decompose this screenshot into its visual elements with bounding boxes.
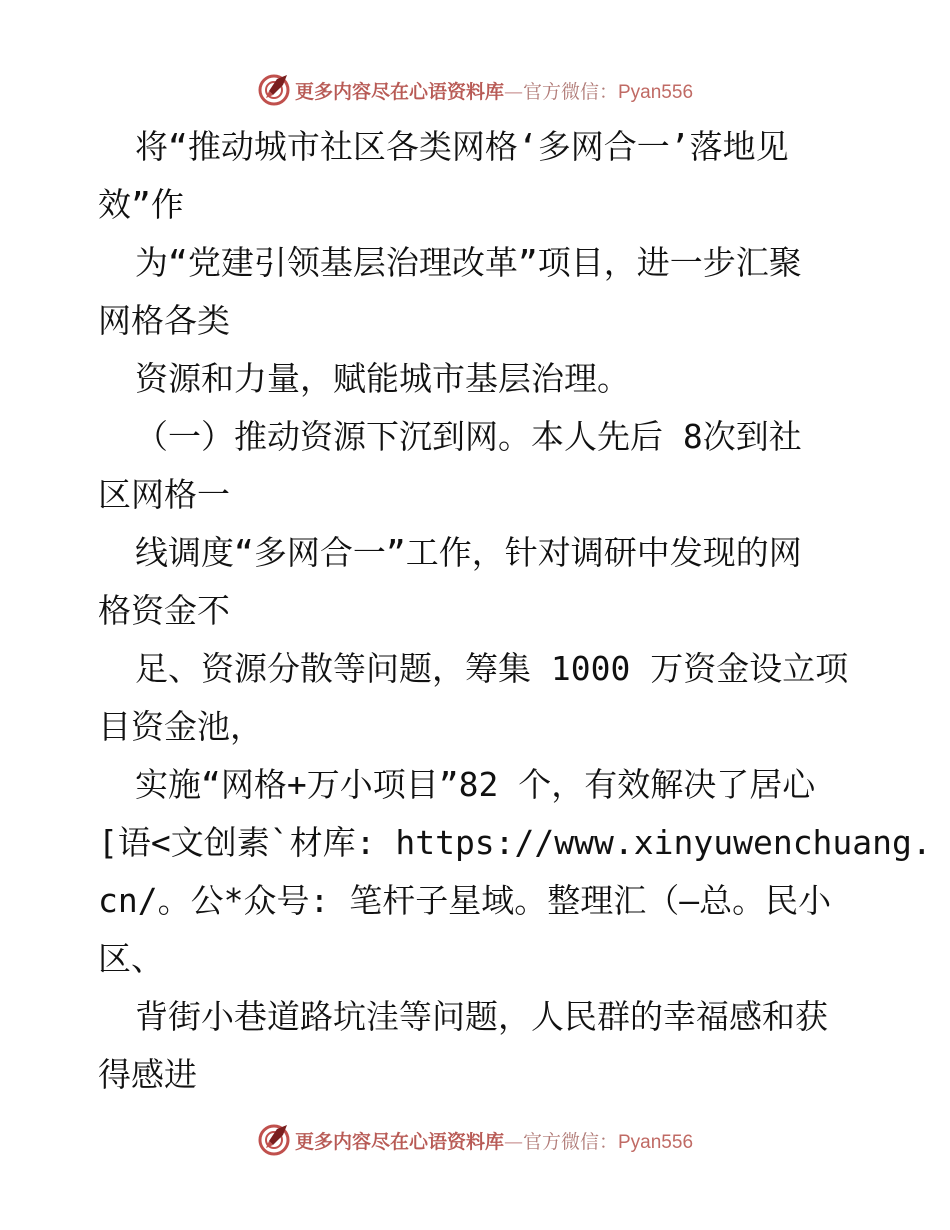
- header-banner: [0, 70, 950, 110]
- text-line-8: 线调度“多网合一”工作，针对调研中发现的网: [135, 533, 802, 572]
- pen-logo-icon: [257, 73, 291, 107]
- text-line-3: 为“党建引领基层治理改革”项目，进一步汇聚: [135, 243, 802, 282]
- text-line-11: 目资金池，: [98, 707, 263, 746]
- footer-banner: [0, 1120, 950, 1160]
- text-line-5: 资源和力量，赋能城市基层治理。: [135, 359, 630, 398]
- footer-text: 更多内容尽在心语资料库—官方微信：Pyan556: [294, 1130, 694, 1153]
- text-line-14: cn/。公*众号: 笔杆子星域。整理汇（—总。民小: [98, 881, 832, 920]
- text-line-4: 网格各类: [98, 301, 230, 340]
- text-line-10: 足、资源分散等问题，筹集 1000 万资金设立项: [135, 649, 849, 688]
- pen-logo-icon: [257, 1123, 291, 1157]
- text-line-13: [语<文创素`材库: https://www.xinyuwenchuang.: [98, 823, 932, 862]
- text-line-2: 效”作: [98, 185, 184, 224]
- text-line-7: 区网格一: [98, 475, 230, 514]
- text-line-17: 得感进: [98, 1055, 197, 1094]
- text-line-1: 将“推动城市社区各类网格‘多网合一’落地见: [135, 127, 789, 166]
- text-line-6: （一）推动资源下沉到网。本人先后 8次到社: [135, 417, 802, 456]
- header-text: 更多内容尽在心语资料库—官方微信：Pyan556: [294, 80, 694, 103]
- text-line-9: 格资金不: [98, 591, 230, 630]
- text-line-16: 背街小巷道路坑洼等问题，人民群的幸福感和获: [135, 997, 828, 1036]
- text-line-15: 区、: [98, 939, 164, 978]
- text-line-12: 实施“网格+万小项目”82 个，有效解决了居心: [135, 765, 816, 804]
